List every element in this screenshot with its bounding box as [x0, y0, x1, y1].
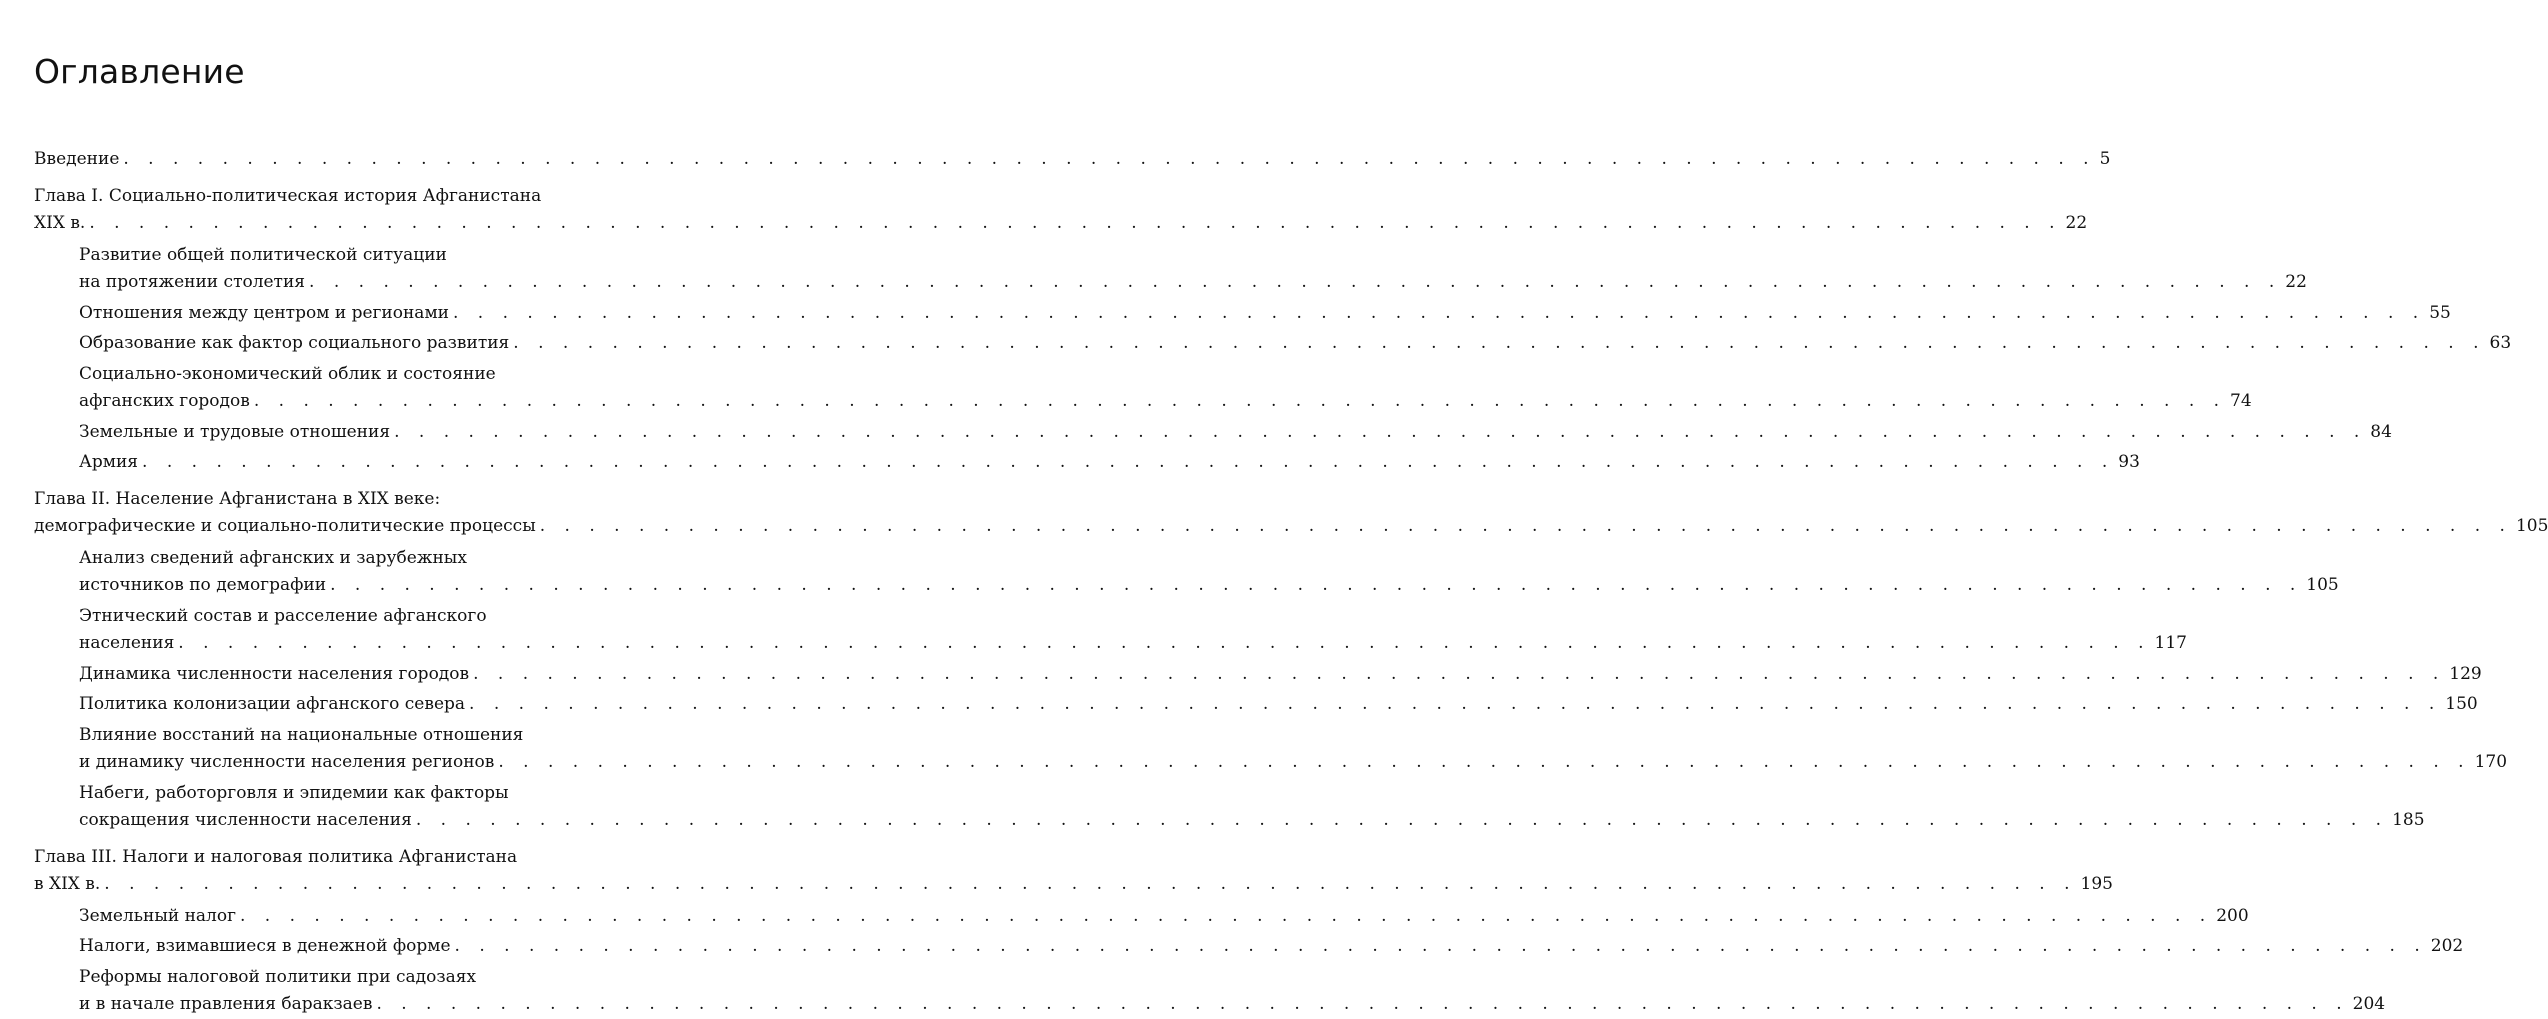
- toc-section-entry: [34, 449, 2140, 477]
- page-number: 5: [2099, 149, 2111, 169]
- dot-leader: . . . . . . . . . . . . . . . . . . . . . . . . . . . . . . . . . . . . . . . . . . . . . . . . . . . . . . . . . . . . . . . . . . . . . . . . . . . . . . . .: [309, 272, 2282, 292]
- dot-leader: . . . . . . . . . . . . . . . . . . . . . . . . . . . . . . . . . . . . . . . . . . . . . . . . . . . . . . . . . . . . . . . . . . . . . . . . . . . . . . . .: [513, 333, 2486, 353]
- entry-text: [79, 545, 2339, 600]
- entry-last-line: [79, 933, 2463, 961]
- page-title: Оглавление: [34, 52, 245, 92]
- entry-last-line: [79, 300, 2451, 328]
- entry-title-line: Влияние восстаний на национальные отношения: [79, 724, 524, 745]
- entry-text: [79, 419, 2392, 447]
- entry-title-line: Анализ сведений афганских и зарубежных: [79, 547, 467, 568]
- page-number: 22: [2065, 213, 2088, 233]
- entry-last-line: [79, 691, 2478, 719]
- entry-last-line: [79, 449, 2140, 477]
- entry-title-line: Налоги, взимавшиеся в денежной форме: [79, 936, 451, 956]
- entry-title-line: Политика колонизации афганского севера: [79, 694, 466, 714]
- page-number: 105: [2515, 516, 2548, 536]
- toc-chapter-entry: [34, 844, 2113, 899]
- entry-title-line: Отношения между центром и регионами: [79, 302, 449, 323]
- dot-leader: . . . . . . . . . . . . . . . . . . . . . . . . . . . . . . . . . . . . . . . . . . . . . . . . . . . . . . . . . . . . . . . . . . . . . . . . . . . . . . . .: [123, 149, 2096, 169]
- entry-title-line: сокращения численности населения: [79, 810, 412, 830]
- dot-leader: . . . . . . . . . . . . . . . . . . . . . . . . . . . . . . . . . . . . . . . . . . . . . . . . . . . . . . . . . . . . . . . . . . . . . . . . . . . . . . . .: [539, 516, 2512, 536]
- entry-last-line: [34, 210, 2087, 238]
- entry-text: [79, 933, 2463, 961]
- entry-text: [79, 361, 2252, 416]
- toc-section-entry: [34, 603, 2187, 658]
- entry-title-line: Этнический состав и расселение афганского: [79, 605, 487, 626]
- entry-text: [34, 183, 2087, 238]
- page-number: 117: [2154, 633, 2187, 653]
- toc-chapter-entry: [34, 486, 2548, 541]
- entry-last-line: [79, 388, 2252, 416]
- page-number: 74: [2230, 391, 2252, 411]
- toc-chapter-entry: [34, 183, 2088, 238]
- page-number: 63: [2489, 333, 2512, 353]
- toc-section-entry: [34, 242, 2307, 297]
- entry-title-line: и динамику численности населения регионов: [79, 752, 495, 772]
- page-number: 105: [2306, 575, 2339, 595]
- toc-section-entry: [34, 300, 2451, 328]
- toc-section-entry: [34, 903, 2249, 931]
- entry-text: [34, 146, 2110, 174]
- page-number: 129: [2449, 663, 2482, 684]
- entry-title-line: Развитие общей политической ситуации: [79, 244, 447, 265]
- page-number: 84: [2370, 421, 2392, 442]
- dot-leader: . . . . . . . . . . . . . . . . . . . . . . . . . . . . . . . . . . . . . . . . . . . . . . . . . . . . . . . . . . . . . . . . . . . . . . . . . . . . . . . .: [240, 905, 2213, 926]
- entry-last-line: [79, 749, 2507, 777]
- entry-text: [79, 964, 2385, 1019]
- page-number: 202: [2430, 936, 2464, 956]
- dot-leader: . . . . . . . . . . . . . . . . . . . . . . . . . . . . . . . . . . . . . . . . . . . . . . . . . . . . . . . . . . . . . . . . . . . . . . . . . . . . . . . .: [453, 302, 2426, 323]
- page-number: 195: [2080, 874, 2113, 894]
- entry-title-line: XIX в.: [34, 213, 86, 233]
- entry-text: [34, 486, 2548, 541]
- entry-last-line: [79, 572, 2339, 600]
- page-number: 150: [2445, 694, 2478, 714]
- dot-leader: . . . . . . . . . . . . . . . . . . . . . . . . . . . . . . . . . . . . . . . . . . . . . . . . . . . . . . . . . . . . . . . . . . . . . . . . . . . . . . . .: [469, 694, 2442, 714]
- entry-last-line: [79, 661, 2482, 689]
- entry-title-line: Динамика численности населения городов: [79, 663, 470, 684]
- page-number: 170: [2474, 752, 2508, 772]
- toc-section-entry: [34, 361, 2252, 416]
- entry-text: [79, 691, 2478, 719]
- entry-text: [79, 449, 2140, 477]
- dot-leader: . . . . . . . . . . . . . . . . . . . . . . . . . . . . . . . . . . . . . . . . . . . . . . . . . . . . . . . . . . . . . . . . . . . . . . . . . . . . . . . .: [253, 391, 2227, 411]
- page-number: 200: [2216, 905, 2249, 926]
- entry-text: [34, 844, 2113, 899]
- entry-last-line: [34, 513, 2548, 541]
- entry-last-line: [79, 903, 2249, 931]
- dot-leader: . . . . . . . . . . . . . . . . . . . . . . . . . . . . . . . . . . . . . . . . . . . . . . . . . . . . . . . . . . . . . . . . . . . . . . . . . . . . . . . .: [104, 874, 2077, 894]
- dot-leader: . . . . . . . . . . . . . . . . . . . . . . . . . . . . . . . . . . . . . . . . . . . . . . . . . . . . . . . . . . . . . . . . . . . . . . . . . . . . . . . .: [142, 452, 2115, 472]
- entry-text: [79, 780, 2425, 835]
- dot-leader: . . . . . . . . . . . . . . . . . . . . . . . . . . . . . . . . . . . . . . . . . . . . . . . . . . . . . . . . . . . . . . . . . . . . . . . . . . . . . . . .: [454, 936, 2427, 956]
- dot-leader: . . . . . . . . . . . . . . . . . . . . . . . . . . . . . . . . . . . . . . . . . . . . . . . . . . . . . . . . . . . . . . . . . . . . . . . . . . . . . . . .: [415, 810, 2389, 830]
- entry-title-line: населения: [79, 633, 175, 653]
- entry-text: [79, 300, 2451, 328]
- entry-text: [79, 330, 2511, 358]
- entry-text: [79, 722, 2507, 777]
- toc-section-entry: [34, 964, 2386, 1019]
- entry-title-line: на протяжении столетия: [79, 272, 306, 292]
- table-of-contents: [34, 146, 2548, 1019]
- entry-last-line: [79, 269, 2307, 297]
- entry-title-line: Введение: [34, 149, 120, 169]
- entry-title-line: Земельные и трудовые отношения: [79, 421, 391, 442]
- page-number: 185: [2392, 810, 2425, 830]
- entry-title-line: Образование как фактор социального развития: [79, 333, 510, 353]
- page-number: 55: [2429, 302, 2451, 323]
- entry-last-line: [79, 991, 2385, 1019]
- dot-leader: . . . . . . . . . . . . . . . . . . . . . . . . . . . . . . . . . . . . . . . . . . . . . . . . . . . . . . . . . . . . . . . . . . . . . . . . . . . . . . . .: [394, 421, 2367, 442]
- toc-section-entry: [34, 780, 2425, 835]
- entry-last-line: [79, 630, 2187, 658]
- entry-title-line: Глава II. Население Афганистана в XIX веке:: [34, 488, 441, 509]
- dot-leader: . . . . . . . . . . . . . . . . . . . . . . . . . . . . . . . . . . . . . . . . . . . . . . . . . . . . . . . . . . . . . . . . . . . . . . . . . . . . . . . .: [376, 994, 2349, 1014]
- entry-text: [79, 242, 2307, 297]
- entry-last-line: [34, 146, 2110, 174]
- page-number: 93: [2118, 452, 2140, 472]
- dot-leader: . . . . . . . . . . . . . . . . . . . . . . . . . . . . . . . . . . . . . . . . . . . . . . . . . . . . . . . . . . . . . . . . . . . . . . . . . . . . . . . .: [178, 633, 2151, 653]
- toc-section-entry: [34, 330, 2512, 358]
- entry-title-line: в XIX в.: [34, 874, 101, 894]
- entry-title-line: Глава III. Налоги и налоговая политика Афганистана: [34, 846, 518, 867]
- page-number: 22: [2285, 272, 2307, 292]
- dot-leader: . . . . . . . . . . . . . . . . . . . . . . . . . . . . . . . . . . . . . . . . . . . . . . . . . . . . . . . . . . . . . . . . . . . . . . . . . . . . . . . .: [498, 752, 2471, 772]
- toc-intro-entry: [34, 146, 2111, 174]
- entry-text: [79, 661, 2482, 689]
- toc-section-entry: [34, 419, 2392, 447]
- dot-leader: . . . . . . . . . . . . . . . . . . . . . . . . . . . . . . . . . . . . . . . . . . . . . . . . . . . . . . . . . . . . . . . . . . . . . . . . . . . . . . . .: [473, 663, 2446, 684]
- entry-title-line: Земельный налог: [79, 905, 236, 926]
- toc-section-entry: [34, 933, 2464, 961]
- toc-section-entry: [34, 722, 2508, 777]
- dot-leader: . . . . . . . . . . . . . . . . . . . . . . . . . . . . . . . . . . . . . . . . . . . . . . . . . . . . . . . . . . . . . . . . . . . . . . . . . . . . . . . .: [330, 575, 2303, 595]
- entry-title-line: источников по демографии: [79, 575, 327, 595]
- entry-title-line: Армия: [79, 452, 139, 472]
- entry-text: [79, 903, 2249, 931]
- entry-text: [79, 603, 2187, 658]
- entry-title-line: и в начале правления баракзаев: [79, 994, 373, 1014]
- entry-title-line: Социально-экономический облик и состояние: [79, 363, 496, 384]
- entry-title-line: демографические и социально-политические процессы: [34, 516, 536, 536]
- entry-title-line: афганских городов: [79, 391, 250, 411]
- dot-leader: . . . . . . . . . . . . . . . . . . . . . . . . . . . . . . . . . . . . . . . . . . . . . . . . . . . . . . . . . . . . . . . . . . . . . . . . . . . . . . . .: [89, 213, 2062, 233]
- entry-last-line: [34, 871, 2113, 899]
- entry-last-line: [79, 330, 2511, 358]
- entry-title-line: Реформы налоговой политики при садозаях: [79, 966, 477, 987]
- entry-title-line: Набеги, работорговля и эпидемии как факторы: [79, 782, 509, 803]
- page-number: 204: [2352, 994, 2386, 1014]
- entry-last-line: [79, 807, 2425, 835]
- toc-section-entry: [34, 661, 2482, 689]
- entry-last-line: [79, 419, 2392, 447]
- toc-section-entry: [34, 545, 2339, 600]
- toc-section-entry: [34, 691, 2478, 719]
- entry-title-line: Глава I. Социально-политическая история Афганистана: [34, 185, 542, 206]
